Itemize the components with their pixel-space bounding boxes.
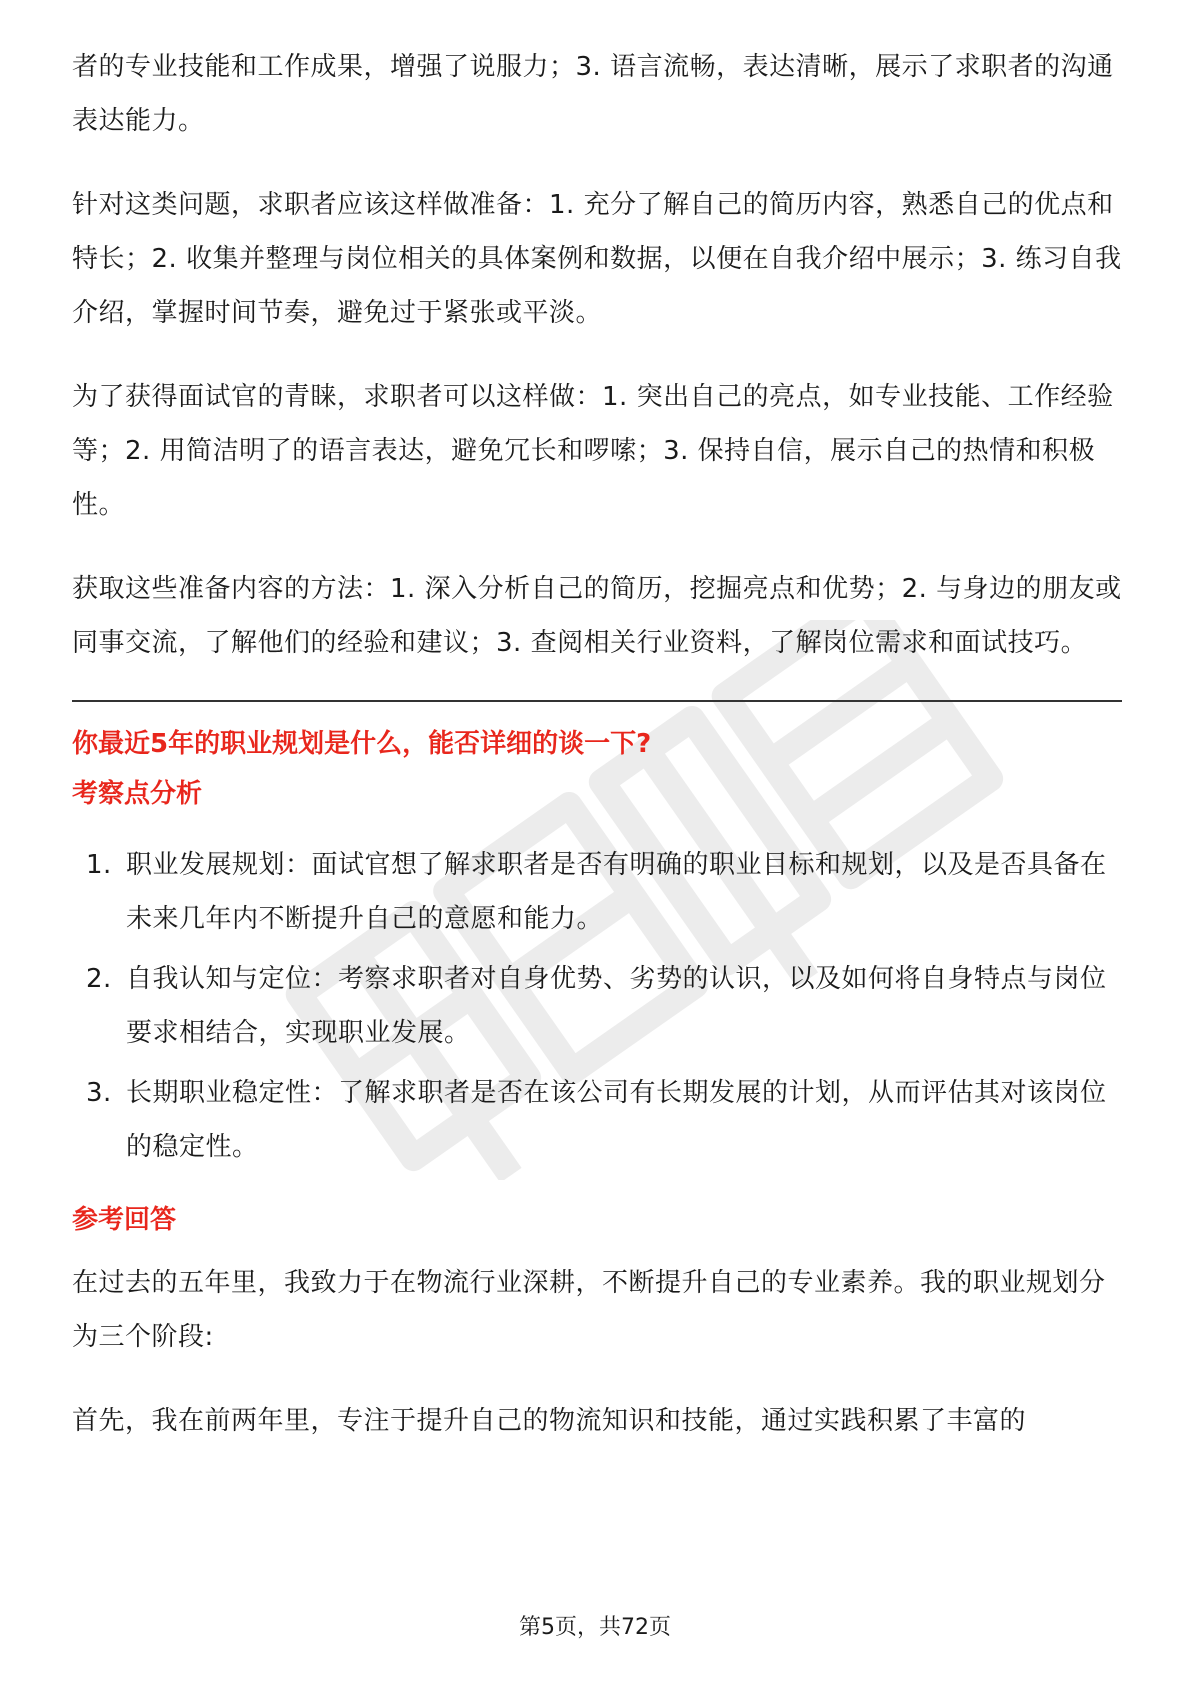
list-item-number: 2. xyxy=(86,964,112,994)
list-item xyxy=(72,1066,1122,1174)
analysis-heading: 考察点分析 xyxy=(72,779,203,809)
list-item-text: 自我认知与定位：考察求职者对自身优势、劣势的认识，以及如何将自身特点与岗位要求相结合，实现职业发展。 xyxy=(126,964,1107,1048)
paragraph-3: 为了获得面试官的青睐，求职者可以这样做：1. 突出自己的亮点，如专业技能、工作经验等；2. 用简洁明了的语言表达，避免冗长和啰嗦；3. 保持自信，展示自己的热情和积极性。 xyxy=(72,382,1114,520)
paragraph-2: 针对这类问题，求职者应该这样做准备：1. 充分了解自己的简历内容，熟悉自己的优点和特长；2. 收集并整理与岗位相关的具体案例和数据，以便在自我介绍中展示；3. 练习自我介绍，掌握时间节奏，避免过于紧张或平淡。 xyxy=(72,190,1122,328)
list-item xyxy=(72,952,1122,1060)
paragraph-1: 者的专业技能和工作成果，增强了说服力；3. 语言流畅，表达清晰，展示了求职者的沟通表达能力。 xyxy=(72,52,1114,136)
list-item-number: 1. xyxy=(86,850,112,880)
list-item-text: 长期职业稳定性：了解求职者是否在该公司有长期发展的计划，从而评估其对该岗位的稳定性。 xyxy=(126,1078,1107,1162)
reference-heading: 参考回答 xyxy=(72,1205,177,1235)
list-item-text: 职业发展规划：面试官想了解求职者是否有明确的职业目标和规划，以及是否具备在未来几年内不断提升自己的意愿和能力。 xyxy=(126,850,1107,934)
paragraph-4: 获取这些准备内容的方法：1. 深入分析自己的简历，挖掘亮点和优势；2. 与身边的朋友或同事交流，了解他们的经验和建议；3. 查阅相关行业资料，了解岗位需求和面试技巧。 xyxy=(72,574,1122,658)
section-divider xyxy=(72,700,1122,702)
question-heading: 你最近5年的职业规划是什么，能否详细的谈一下? xyxy=(72,729,652,759)
reference-paragraph-2: 首先，我在前两年里，专注于提升自己的物流知识和技能，通过实践积累了丰富的 xyxy=(72,1406,1027,1436)
reference-paragraph-1: 在过去的五年里，我致力于在物流行业深耕，不断提升自己的专业素养。我的职业规划分为三个阶段: xyxy=(72,1268,1106,1352)
analysis-list xyxy=(72,838,1122,1174)
page-content xyxy=(72,40,1122,1478)
list-item xyxy=(72,838,1122,946)
list-item-number: 3. xyxy=(86,1078,112,1108)
page-footer: 第5页，共72页 xyxy=(519,1615,671,1640)
